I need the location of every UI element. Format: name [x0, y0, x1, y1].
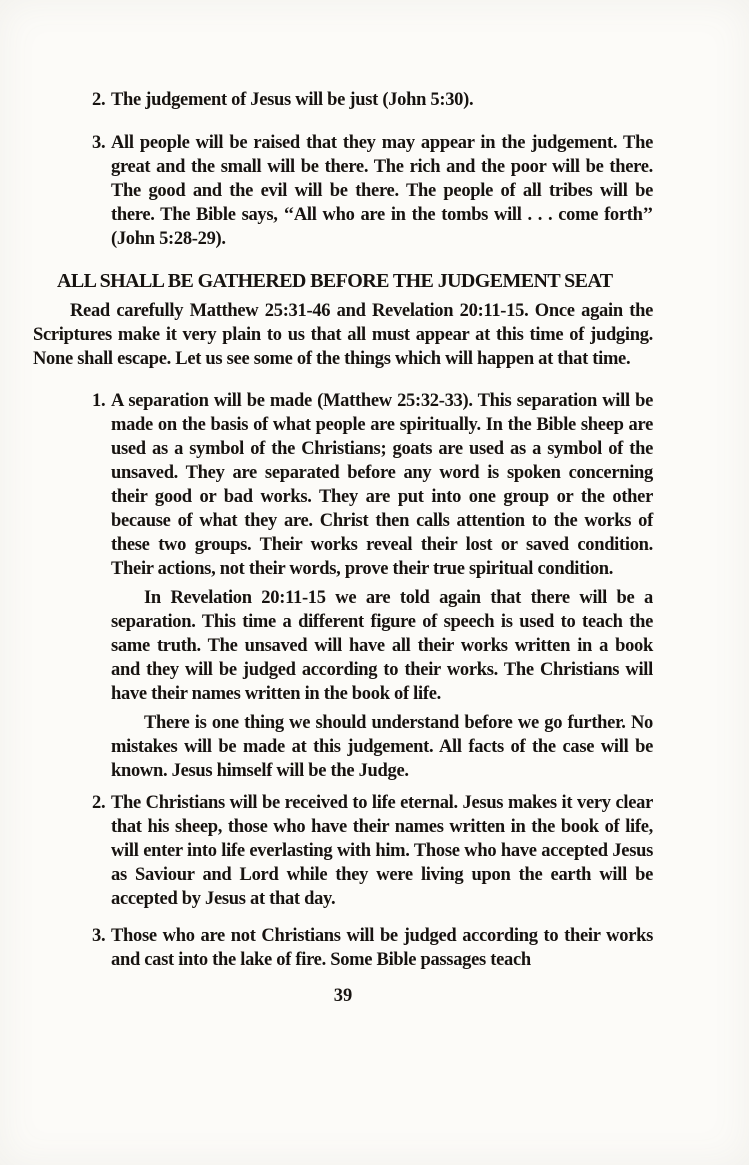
- list-item-2: [33, 791, 653, 911]
- item-number: 3.: [92, 133, 106, 153]
- intro-paragraph: Read carefully Matthew 25:31-46 and Revelation 20:11-15. Once again the Scriptures make it very plain to us that all must appear at this time of judging. None shall escape. Let us see some of the things which will happen at that time.: [33, 301, 653, 369]
- paragraph: There is one thing we should understand before we go further. No mistakes will be made at this judgement. All facts of the case will be known. Jesus himself will be the Judge.: [111, 713, 653, 781]
- item-text: [111, 389, 653, 783]
- item-number: 3.: [92, 926, 106, 946]
- item-text: [111, 88, 653, 112]
- paragraph: The Christians will be received to life eternal. Jesus makes it very clear that his sheep, those who have their names written in the book of life, will enter into life everlasting with him. Those who have accepted Jesus as Saviour and Lord while they were living upon the earth will be accepted by Jesus at that day.: [111, 793, 653, 909]
- list-item-top-3: [33, 131, 653, 251]
- item-number: 2.: [92, 90, 106, 110]
- paragraph: A separation will be made (Matthew 25:32-33). This separation will be made on the basis of what people are spiritually. In the Bible sheep are used as a symbol of the Christians; goats are used as a symbol of the unsaved. They are separated before any word is spoken concerning their good or bad works. They are put into one group or the other because of what they are. Christ then calls attention to the works of these two groups. Their works reveal their lost or saved condition. Their actions, not their words, prove their true spiritual condition.: [111, 391, 653, 579]
- paragraph: Those who are not Christians will be judged according to their works and cast into the lake of fire. Some Bible passages teach: [111, 926, 653, 970]
- item-text: [111, 131, 653, 251]
- page-content: [33, 88, 653, 1008]
- paragraph: The judgement of Jesus will be just (John 5:30).: [111, 90, 474, 110]
- section-heading: ALL SHALL BE GATHERED BEFORE THE JUDGEMENT SEAT: [57, 270, 613, 292]
- page-number: 39: [333, 986, 353, 1006]
- list-item-top-2: [33, 88, 653, 112]
- item-number: 1.: [92, 391, 106, 411]
- list-item-3: [33, 924, 653, 972]
- item-text: [111, 791, 653, 911]
- paragraph: In Revelation 20:11-15 we are told again that there will be a separation. This time a different figure of speech is used to teach the same truth. The unsaved will have all their works written in a book and they will be judged according to their works. The Christians will have their names written in the book of life.: [111, 588, 653, 704]
- item-number: 2.: [92, 793, 106, 813]
- list-item-1: [33, 389, 653, 783]
- paragraph: All people will be raised that they may appear in the judgement. The great and the small will be there. The rich and the poor will be there. The good and the evil will be there. The people of all tribes will be there. The Bible says, ‘‘All who are in the tombs will . . . come forth’’ (John 5:28-29).: [111, 133, 653, 249]
- item-text: [111, 924, 653, 972]
